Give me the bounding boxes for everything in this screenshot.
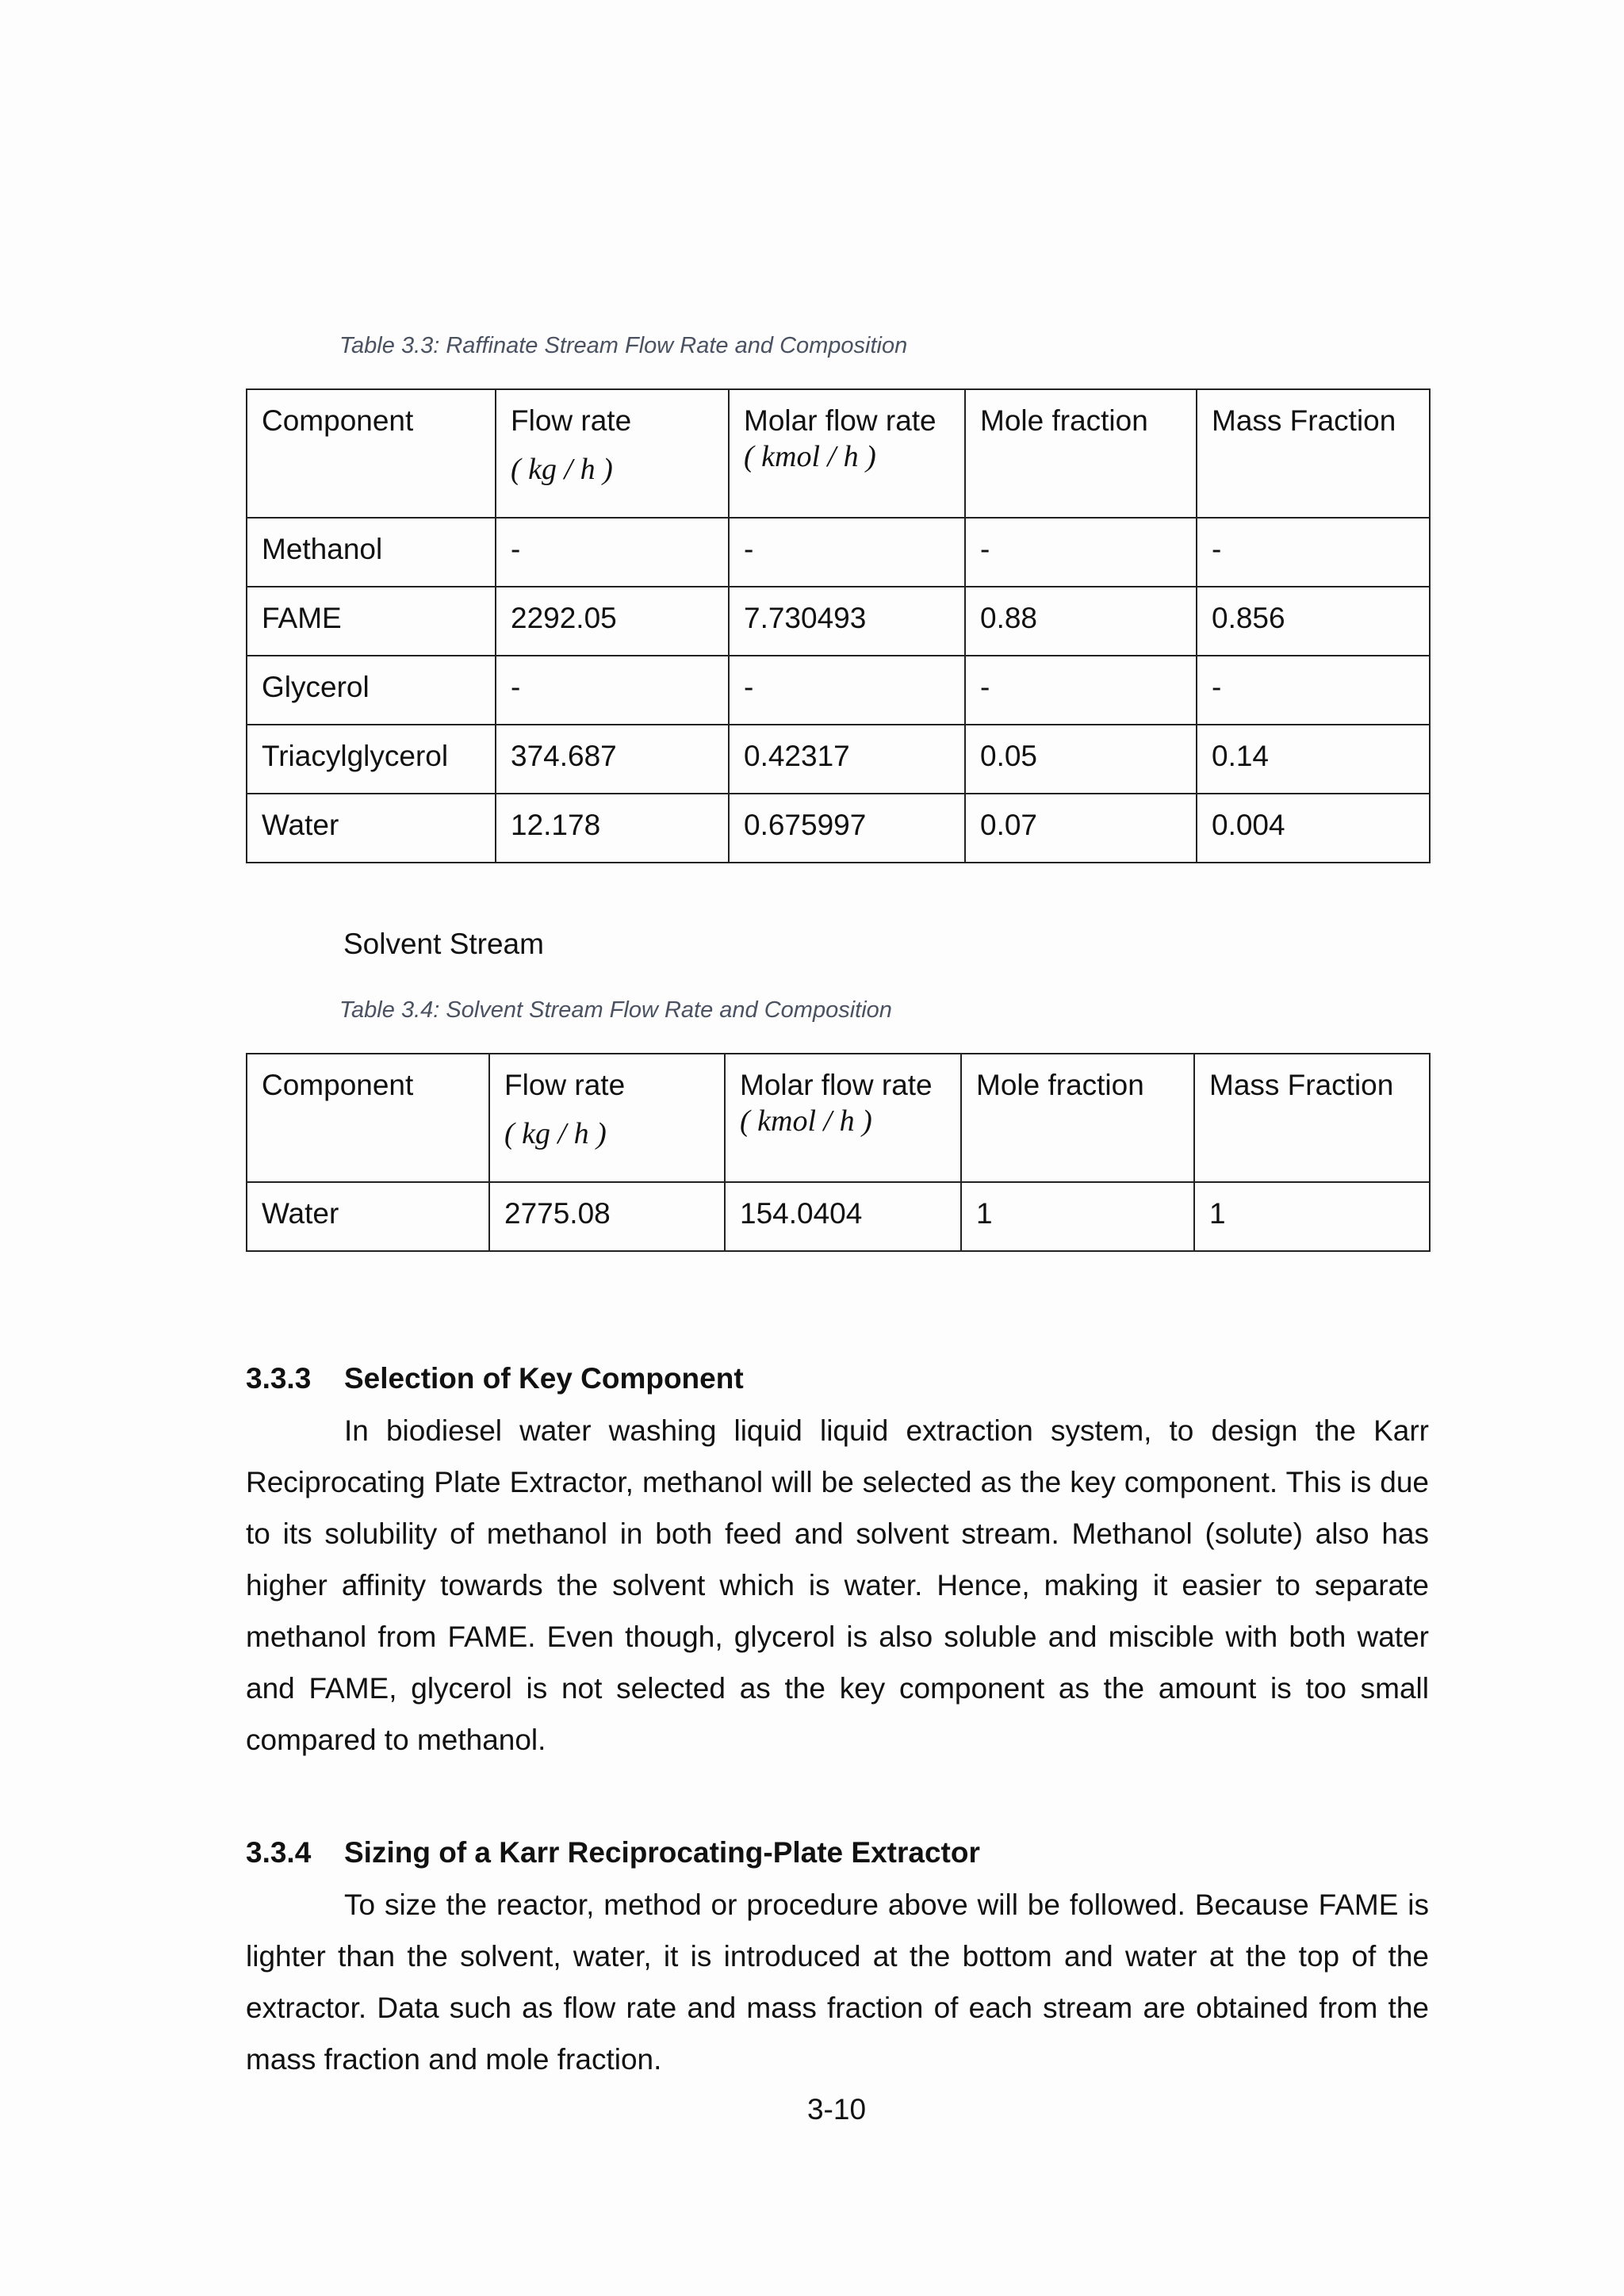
table-row [247,794,1430,863]
header-cell: Molar flow rate ( kmol / h ) [725,1054,961,1182]
table-cell: 0.14 [1197,725,1430,794]
table-cell: 1 [961,1182,1194,1251]
table-cell: 1 [1194,1182,1430,1251]
section-number: 3.3.3 [246,1362,312,1395]
table-cell: Glycerol [247,656,496,725]
table-cell: - [1197,656,1430,725]
section-3-3-4-heading [246,1836,980,1869]
unit-label: ( kg / h ) [511,453,613,486]
unit-label: ( kg / h ) [504,1117,607,1150]
unit-label: ( kmol / h ) [744,440,876,473]
table-cell: 7.730493 [729,587,965,656]
section-number: 3.3.4 [246,1836,312,1869]
header-cell: Component [247,1054,489,1182]
table-cell: Water [247,1182,489,1251]
table-cell: - [1197,518,1430,587]
page-number: 3-10 [806,2093,867,2126]
table-cell: 0.004 [1197,794,1430,863]
table-cell: 0.07 [965,794,1197,863]
header-cell: Mole fraction [965,389,1197,518]
table-cell: Methanol [247,518,496,587]
header-cell: Mass Fraction [1194,1054,1430,1182]
table-cell: 0.88 [965,587,1197,656]
header-cell: Component [247,389,496,518]
section-title: Selection of Key Component [344,1362,744,1395]
header-cell: Flow rate ( kg / h ) [496,389,729,518]
table-cell: 0.42317 [729,725,965,794]
table-cell: FAME [247,587,496,656]
table-cell: 374.687 [496,725,729,794]
table-3-3-caption: Table 3.3: Raffinate Stream Flow Rate and Composition [339,333,908,358]
table-cell: 0.856 [1197,587,1430,656]
table-cell: 0.05 [965,725,1197,794]
table-cell: - [729,518,965,587]
section-3-3-3-heading [246,1362,744,1395]
table-cell: - [496,656,729,725]
table-cell: 154.0404 [725,1182,961,1251]
header-cell: Molar flow rate ( kmol / h ) [729,389,965,518]
solvent-stream-table [246,1053,1431,1252]
table-row [247,1182,1430,1251]
table-cell: 2292.05 [496,587,729,656]
table-3-4-caption: Table 3.4: Solvent Stream Flow Rate and Composition [339,997,892,1023]
raffinate-stream-table [246,388,1431,863]
table-cell: - [965,656,1197,725]
table-cell: 2775.08 [489,1182,725,1251]
paragraph-text: In biodiesel water washing liquid liquid extraction system, to design the Karr Reciprocating Plate Extractor, methanol will be selected as the key component. This is due to its solubility of methanol in both feed and solvent stream. Methanol (solute) also has higher affinity towards the solvent which is water. Hence, making it easier to separate methanol from FAME. Even though, glycerol is also soluble and miscible with both water and FAME, glycerol is not selected as the key component as the amount is too small compared to methanol. [246,1414,1429,1756]
unit-label: ( kmol / h ) [740,1104,872,1138]
table-cell: 0.675997 [729,794,965,863]
table-row [247,518,1430,587]
header-cell: Flow rate ( kg / h ) [489,1054,725,1182]
section-3-3-3-paragraph [246,1405,1429,1766]
table-cell: - [965,518,1197,587]
table-cell: - [729,656,965,725]
table-cell: Water [247,794,496,863]
table-cell: Triacylglycerol [247,725,496,794]
section-title: Sizing of a Karr Reciprocating-Plate Extractor [344,1836,980,1869]
table-row [247,725,1430,794]
table-row [247,656,1430,725]
header-cell: Mass Fraction [1197,389,1430,518]
solvent-stream-label: Solvent Stream [343,928,544,960]
paragraph-text: To size the reactor, method or procedure above will be followed. Because FAME is lighter than the solvent, water, it is introduced at the bottom and water at the top of the extractor. Data such as flow rate and mass fraction of each stream are obtained from the mass fraction and mole fraction. [246,1888,1429,2076]
table-row [247,587,1430,656]
section-3-3-4-paragraph [246,1879,1429,2085]
header-cell: Mole fraction [961,1054,1194,1182]
table-header-row [247,1054,1430,1182]
table-cell: - [496,518,729,587]
table-header-row [247,389,1430,518]
table-cell: 12.178 [496,794,729,863]
